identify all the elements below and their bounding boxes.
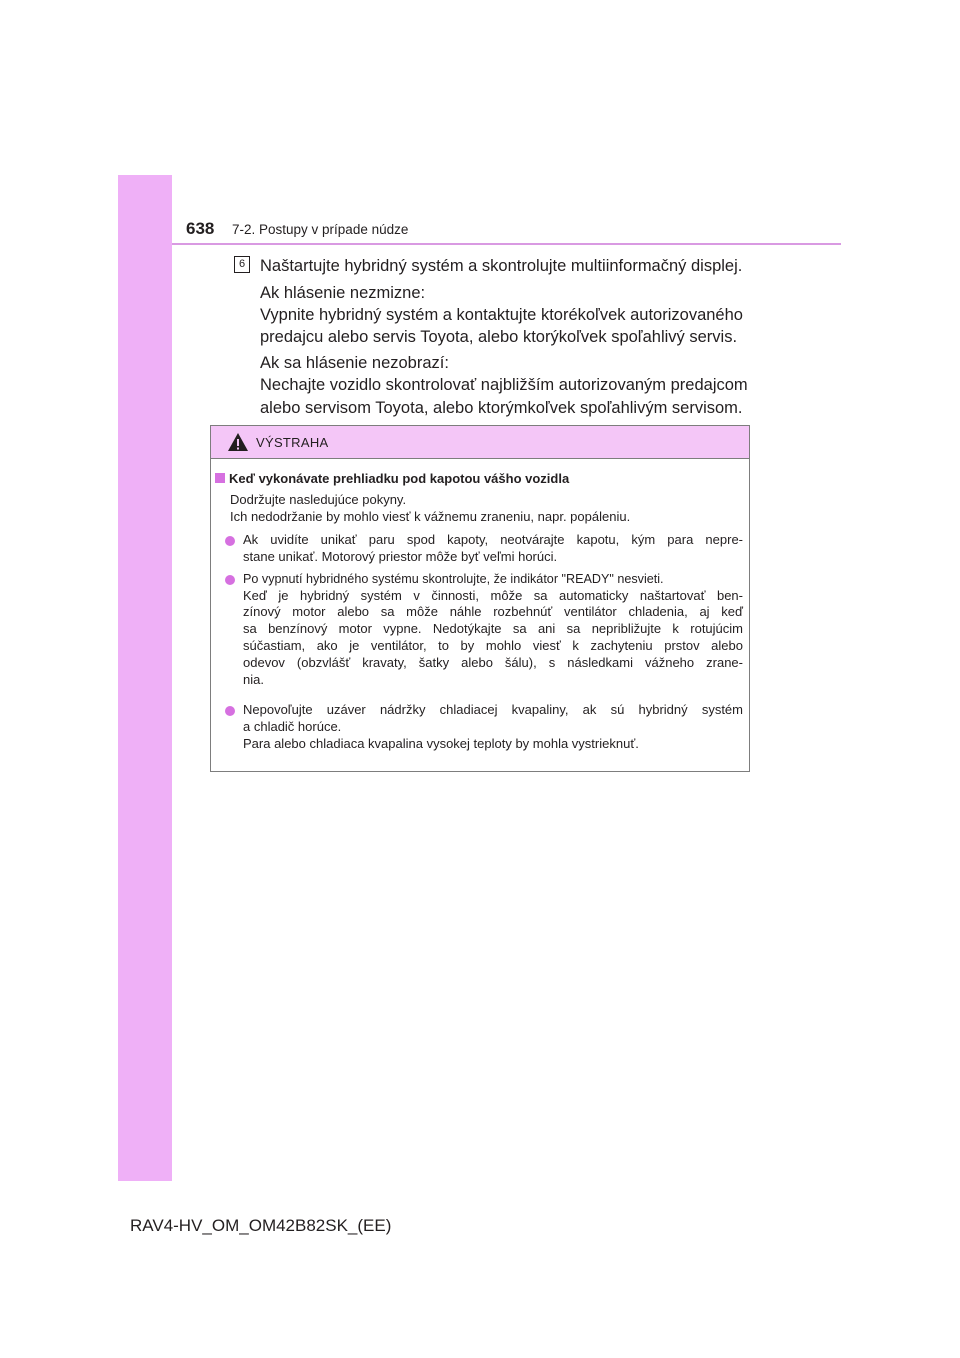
warning-title: VÝSTRAHA	[256, 435, 329, 450]
bullet-3-line: Nepovoľujte uzáver nádržky chladiacej kvapaliny, ak sú hybridný systém	[243, 702, 743, 717]
bullet-2-line: Keď je hybridný systém v činnosti, môže sa automaticky naštartovať ben-	[243, 588, 743, 603]
bullet-2-line: Po vypnutí hybridného systému skontrolujte, že indikátor "READY" nesvieti.	[243, 572, 664, 586]
step-line: Ak sa hlásenie nezobrazí:	[260, 354, 449, 372]
bullet-dot-icon	[225, 536, 235, 546]
bullet-1-line: Ak uvidíte unikať paru spod kapoty, neotvárajte kapotu, kým para nepre-	[243, 532, 743, 547]
warning-box	[210, 425, 750, 772]
warning-intro-line: Dodržujte nasledujúce pokyny.	[230, 492, 407, 507]
bullet-dot-icon	[225, 575, 235, 585]
square-bullet-icon	[215, 473, 225, 483]
header-rule	[172, 243, 841, 245]
step-line: Nechajte vozidlo skontrolovať najbližším autorizovaným predajcom	[260, 376, 748, 394]
step-line: alebo servisom Toyota, alebo ktorýmkoľvek spoľahlivým servisom.	[260, 399, 743, 417]
step-number-badge: 6	[234, 256, 250, 273]
warning-heading	[215, 471, 569, 487]
bullet-2-line: odevov (obzvlášť kravaty, šatky alebo šálu), s následkami vážneho zrane-	[243, 655, 743, 670]
bullet-1-line: stane unikať. Motorový priestor môže byť veľmi horúci.	[243, 549, 558, 564]
bullet-dot-icon	[225, 706, 235, 716]
warning-triangle-icon	[227, 432, 249, 452]
bullet-2-line: sa benzínový motor vypne. Nedotýkajte sa ani sa nepribližujte k rotujúcim	[243, 621, 743, 636]
step-line: Vypnite hybridný systém a kontaktujte ktorékoľvek autorizovaného	[260, 306, 743, 324]
side-tab-bar	[118, 175, 172, 1181]
document-code: RAV4-HV_OM_OM42B82SK_(EE)	[130, 1216, 392, 1235]
bullet-3-line: a chladič horúce.	[243, 719, 342, 734]
bullet-2-line: nia.	[243, 672, 264, 687]
page-number: 638	[186, 219, 215, 238]
bullet-2-line: zínový motor alebo sa môže náhle rozbehnúť ventilátor chladenia, aj keď	[243, 604, 743, 619]
step-line: Naštartujte hybridný systém a skontrolujte multiinformačný displej.	[260, 257, 743, 275]
bullet-2-line: súčastiam, ako je ventilátor, to by mohlo viesť k zachyteniu prstov alebo	[243, 638, 743, 653]
warning-heading-text: Keď vykonávate prehliadku pod kapotou vášho vozidla	[229, 471, 570, 486]
section-title: 7-2. Postupy v prípade núdze	[232, 222, 409, 237]
bullet-3-line: Para alebo chladiaca kvapalina vysokej teploty by mohla vystrieknuť.	[243, 736, 639, 751]
step-line: predajcu alebo servis Toyota, alebo ktorýkoľvek spoľahlivý servis.	[260, 328, 738, 346]
warning-header	[211, 426, 749, 459]
step-line: Ak hlásenie nezmizne:	[260, 284, 426, 302]
warning-intro-line: Ich nedodržanie by mohlo viesť k vážnemu zraneniu, napr. popáleniu.	[230, 509, 631, 524]
